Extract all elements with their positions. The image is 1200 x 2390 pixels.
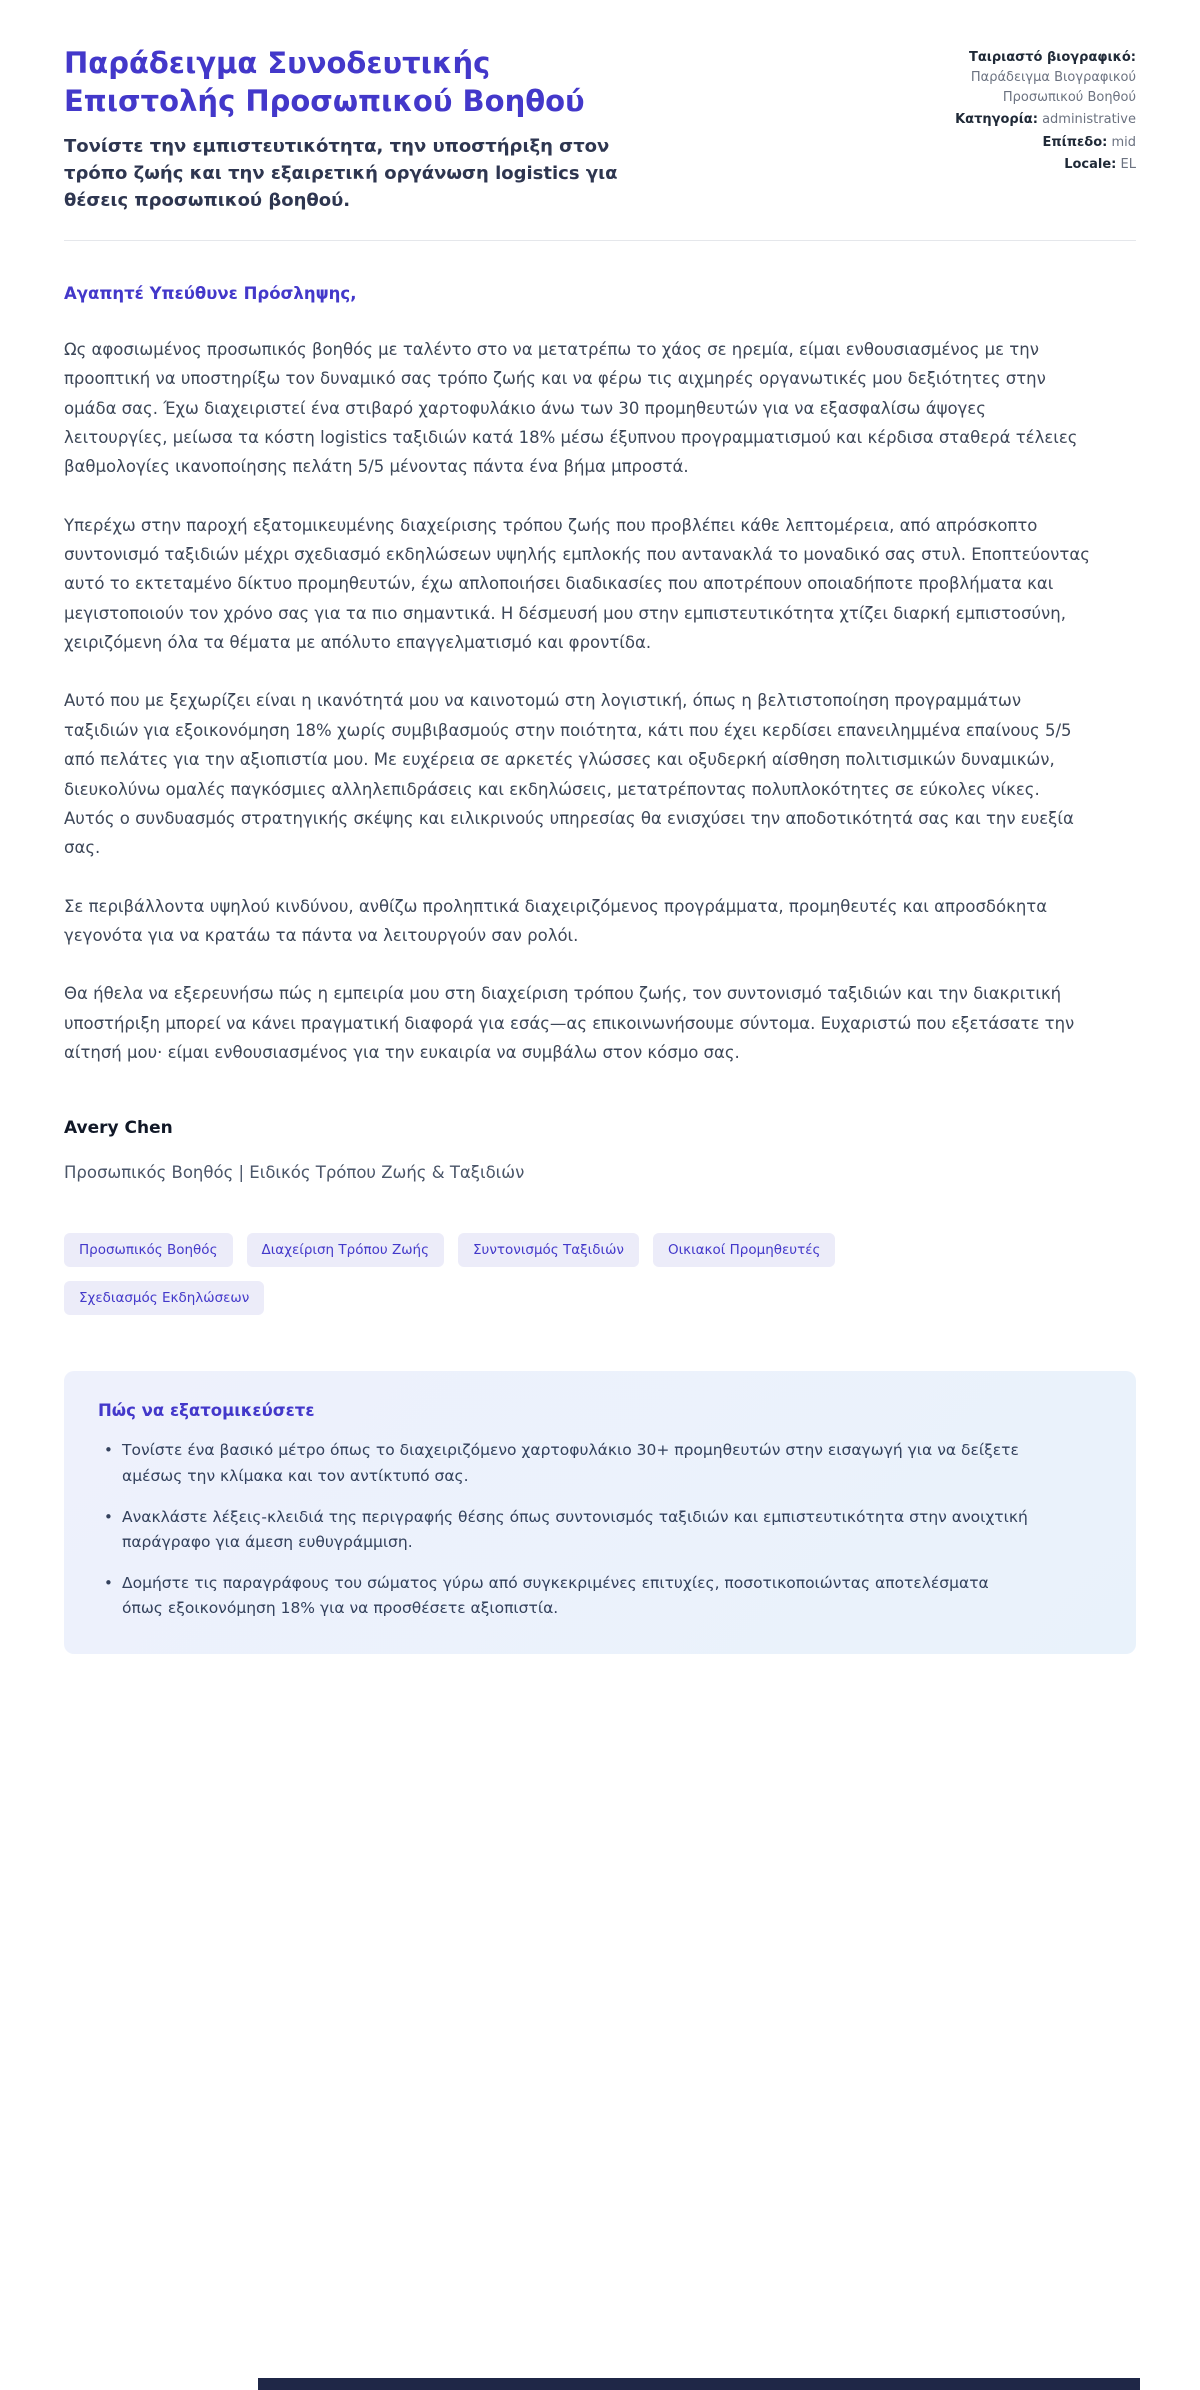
page-subtitle: Τονίστε την εμπιστευτικότητα, την υποστήριξη στον τρόπο ζωής και την εξαιρετική οργάνωση logistics για θέσεις προσωπικού βοηθού.	[64, 135, 618, 211]
meta-value: Παράδειγμα Βιογραφικού Προσωπικού Βοηθού	[970, 70, 1136, 106]
letter-body	[64, 279, 1136, 1188]
tip-item: • Τονίστε ένα βασικό μέτρο όπως το διαχειριζόμενο χαρτοφυλάκιο 30+ προμηθευτών στην εισαγωγή για να δείξετε αμέσως την κλίμακα και τον αντίκτυπό σας.	[98, 1438, 1028, 1489]
signature-name: Avery Chen	[64, 1118, 173, 1139]
letter-paragraph: Υπερέχω στην παροχή εξατομικευμένης διαχείρισης τρόπου ζωής που προβλέπει κάθε λεπτομέρεια, από απρόσκοπτο συντονισμό ταξιδιών μέχρι σχεδιασμό εκδηλώσεων υψηλής εμπλοκής που αντανακλά το μοναδικό σας στυλ. Εποπτεύοντας αυτό το εκτεταμένο δίκτυο προμηθευτών, έχω απλοποιήσει διαδικασίες που αποτρέπουν οποιαδήποτε προβλήματα και μεγιστοποιούν τον χρόνο σας για τα πιο σημαντικά. Η δέσμευσή μου στην εμπιστευτικότητα χτίζει διαρκή εμπιστοσύνη, χειριζόμενη όλα τα θέματα με απόλυτο επαγγελματισμό και φροντίδα.	[64, 515, 1090, 653]
meta-label: Locale:	[1064, 156, 1117, 172]
meta-label: Επίπεδο:	[1042, 134, 1108, 150]
signature-title: Προσωπικός Βοηθός | Ειδικός Τρόπου Ζωής & Ταξιδιών	[64, 1162, 525, 1182]
tip-item: • Δομήστε τις παραγράφους του σώματος γύρω από συγκεκριμένες επιτυχίες, ποσοτικοποιώντας αποτελέσματα όπως εξοικονόμηση 18% για να προσθέσετε αξιοπιστία.	[98, 1571, 1028, 1622]
meta-value: EL	[1120, 156, 1136, 172]
tag-lifestyle-management[interactable]: Διαχείριση Τρόπου Ζωής	[247, 1233, 445, 1267]
meta-label: Ταιριαστό βιογραφικό:	[968, 50, 1136, 65]
meta-value: mid	[1111, 134, 1136, 150]
letter-paragraph: Ως αφοσιωμένος προσωπικός βοηθός με ταλέντο στο να μετατρέπω το χάος σε ηρεμία, είμαι ενθουσιασμένος με την προοπτική να υποστηρίξω τον δυναμικό σας τρόπο ζωής και να φέρω τις αιχμηρές οργανωτικές μου δεξιότητες στην ομάδα σας. Έχω διαχειριστεί ένα στιβαρό χαρτοφυλάκιο άνω των 30 προμηθευτών για να εξασφαλίσω άψογες λειτουργίες, μείωσα τα κόστη logistics ταξιδιών κατά 18% μέσω έξυπνου προγραμματισμού και κέρδισα σταθερά τέλειες βαθμολογίες ικανοποίησης πελάτη 5/5 μένοντας πάντα ένα βήμα μπροστά.	[64, 339, 1078, 477]
letter-paragraph: Σε περιβάλλοντα υψηλού κινδύνου, ανθίζω προληπτικά διαχειριζόμενος προγράμματα, προμηθευτές και απροσδόκητα γεγονότα για να κρατάω τα πάντα να λειτουργούν σαν ρολόι.	[64, 896, 1048, 945]
tag-personal-assistant[interactable]: Προσωπικός Βοηθός	[64, 1233, 233, 1267]
meta-value: administrative	[1042, 112, 1136, 128]
footer-bar	[258, 2378, 1140, 2390]
customization-tips-box	[64, 1371, 1136, 1653]
page-title: Παράδειγμα Συνοδευτικής Επιστολής Προσωπικού Βοηθού	[64, 46, 585, 119]
letter-paragraph: Αυτό που με ξεχωρίζει είναι η ικανότητά μου να καινοτομώ στη λογιστική, όπως η βελτιστοποίηση προγραμμάτων ταξιδιών για εξοικονόμηση 18% χωρίς συμβιβασμούς στην ποιότητα, κάτι που έχει κερδίσει επανειλημμένα επαίνους 5/5 από πελάτες για την αξιοπιστία μου. Με ευχέρεια σε αρκετές γλώσσες και οξυδερκή αίσθηση πολιτισμικών δυναμικών, διευκολύνω ομαλές παγκόσμιες αλληλεπιδράσεις και εκδηλώσεις, μετατρέποντας πολυπλοκότητες σε εύκολες νίκες. Αυτός ο συνδυασμός στρατηγικής σκέψης και ειλικρινούς υπηρεσίας θα ενισχύσει την αποδοτικότητά σας και την ευεξία σας.	[64, 691, 1074, 858]
meta-row-locale	[911, 155, 1136, 175]
meta-panel	[911, 44, 1136, 214]
tag-list	[64, 1233, 1024, 1315]
meta-row-category	[911, 110, 1136, 130]
letter-paragraph: Θα ήθελα να εξερευνήσω πώς η εμπειρία μου στη διαχείριση τρόπου ζωής, τον συντονισμό ταξιδιών και την διακριτική υποστήριξη μπορεί να κάνει πραγματική διαφορά για εσάς—ας επικοινωνήσουμε σύντομα. Ευχαριστώ που εξετάσατε την αίτησή μου· είμαι ενθουσιασμένος για την ευκαιρία να συμβάλω στον κόσμο σας.	[64, 984, 1075, 1063]
letter-greeting: Αγαπητέ Υπεύθυνε Πρόσληψης,	[64, 283, 357, 303]
header-titles	[64, 44, 629, 214]
tag-household-vendors[interactable]: Οικιακοί Προμηθευτές	[653, 1233, 836, 1267]
tip-item: • Ανακλάστε λέξεις-κλειδιά της περιγραφής θέσης όπως συντονισμός ταξιδιών και εμπιστευτικότητα στην ανοιχτική παράγραφο για άμεση ευθυγράμμιση.	[98, 1505, 1028, 1556]
page-header	[64, 44, 1136, 241]
tag-event-planning[interactable]: Σχεδιασμός Εκδηλώσεων	[64, 1281, 264, 1315]
tag-travel-coordination[interactable]: Συντονισμός Ταξιδιών	[458, 1233, 639, 1267]
meta-row-level	[911, 133, 1136, 153]
meta-label: Κατηγορία:	[955, 112, 1038, 128]
meta-row-matching-resume	[911, 48, 1136, 108]
tips-title: Πώς να εξατομικεύσετε	[98, 1401, 315, 1421]
tips-list	[98, 1438, 1102, 1621]
